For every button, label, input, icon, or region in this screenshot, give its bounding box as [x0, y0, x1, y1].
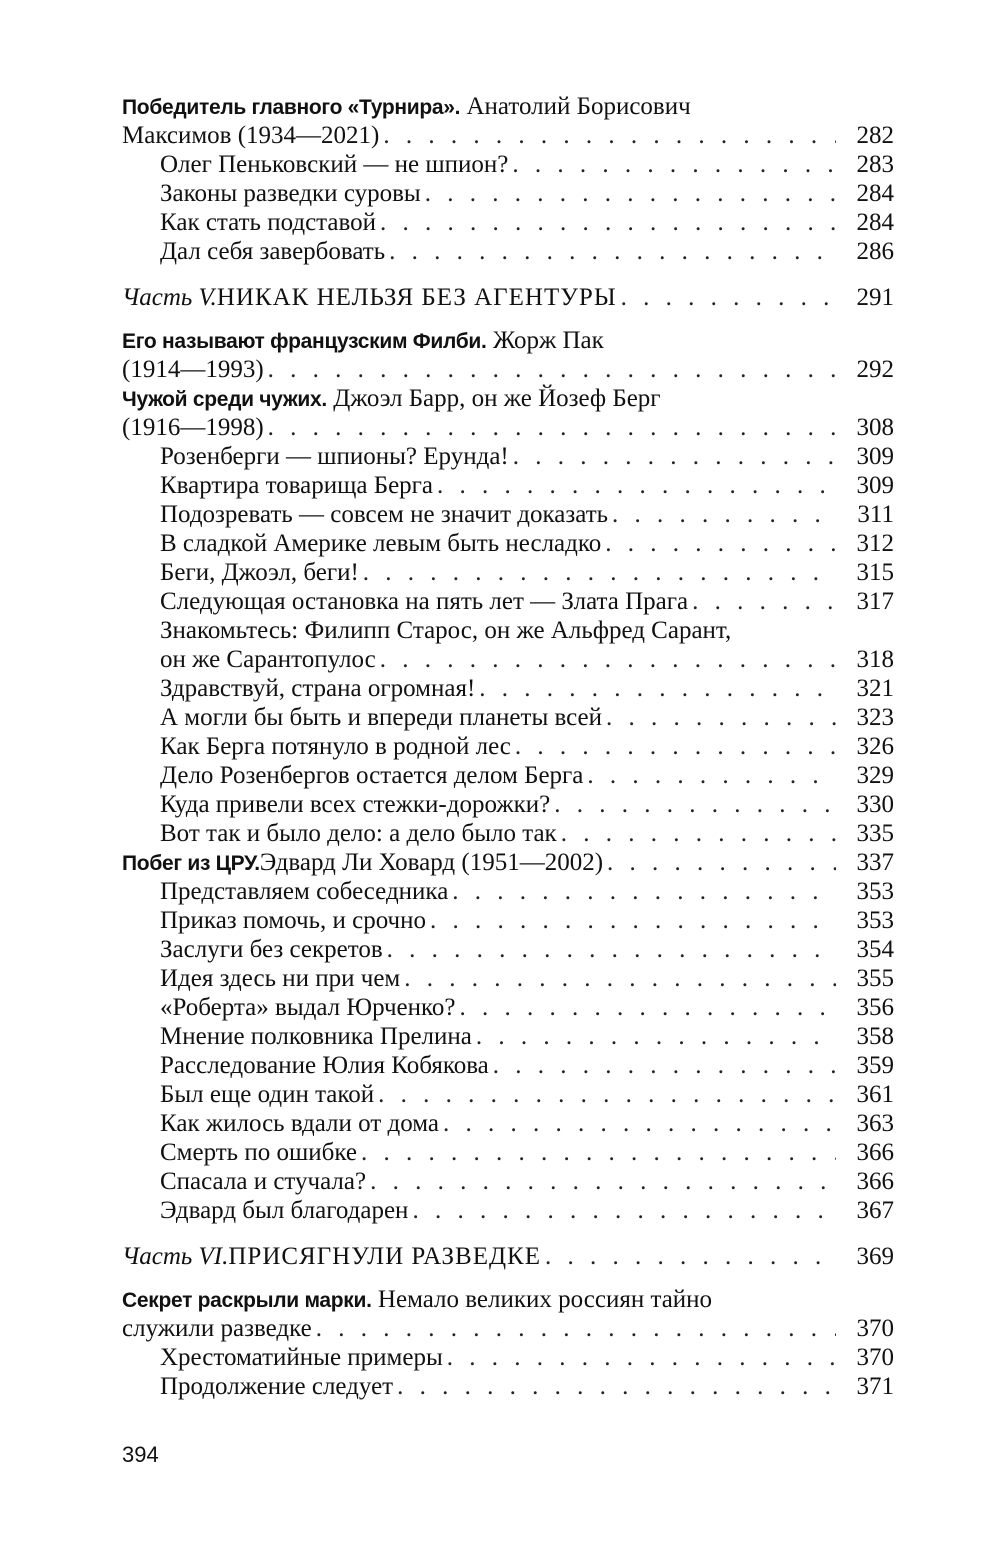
toc-entry-heading: [122, 1285, 894, 1314]
subentry-title: Хрестоматийные примеры: [160, 1344, 443, 1371]
subentry-title: «Роберта» выдал Юрченко?: [160, 994, 456, 1021]
toc-entry-stamps: [122, 1285, 894, 1401]
subentry-title: В сладкой Америке левым быть несладко: [160, 530, 602, 557]
toc-subentry[interactable]: [122, 935, 894, 964]
page-ref: 337: [856, 849, 894, 876]
toc-subentry[interactable]: [122, 558, 894, 587]
toc-entry-heading: [122, 92, 894, 121]
dot-leader: [545, 1242, 836, 1271]
entry-author: Джоэл Барр, он же Йозеф Берг: [326, 385, 661, 412]
toc-subentry[interactable]: [122, 208, 894, 237]
subentry-title: Эдвард был благодарен: [160, 1197, 409, 1224]
dot-leader: [380, 208, 836, 237]
entry-title: Чужой среди чужих.: [122, 388, 327, 411]
toc-subentry[interactable]: [122, 1080, 894, 1109]
toc-subentry[interactable]: [122, 1372, 894, 1401]
page-ref: 361: [856, 1081, 894, 1108]
page-ref: 353: [856, 878, 894, 905]
page-ref: 366: [856, 1139, 894, 1166]
entry-author-cont: Максимов (1934—2021): [122, 122, 380, 149]
entry-title: Побег из ЦРУ.: [122, 852, 260, 875]
toc-subentry[interactable]: [122, 906, 894, 935]
page-ref: 355: [856, 965, 894, 992]
dot-leader: [452, 877, 836, 906]
subentry-title: Как Берга потянуло в родной лес: [160, 733, 511, 760]
dot-leader: [268, 413, 836, 442]
page-ref: 366: [856, 1168, 894, 1195]
dot-leader: [378, 1080, 836, 1109]
entry-author-cont: служили разведке: [122, 1315, 312, 1342]
toc-row[interactable]: [122, 121, 894, 150]
subentry-title: Продолжение следует: [160, 1373, 394, 1400]
entry-title: Секрет раскрыли марки.: [122, 1289, 372, 1312]
dot-leader: [412, 1196, 836, 1225]
toc-subentry[interactable]: [122, 1022, 894, 1051]
entry-author: Немало великих россиян тайно: [371, 1286, 713, 1313]
part-title: НИКАК НЕЛЬЗЯ БЕЗ АГЕНТУРЫ: [216, 284, 617, 311]
toc-entry-pak: [122, 326, 894, 384]
dot-leader: [437, 471, 836, 500]
entry-title: Его называют французским Филби.: [122, 330, 487, 353]
subentry-title: Был еще один такой: [160, 1081, 375, 1108]
page-ref: 323: [856, 704, 894, 731]
toc-subentry[interactable]: [122, 761, 894, 790]
page-ref: 317: [856, 588, 894, 615]
toc-subentry[interactable]: [122, 587, 894, 616]
dot-leader: [316, 1314, 836, 1343]
toc-entry-barr: [122, 384, 894, 848]
dot-leader: [476, 1022, 836, 1051]
page-ref: 282: [856, 122, 894, 149]
dot-leader: [561, 819, 836, 848]
toc-entry-heading: [122, 326, 894, 355]
dot-leader: [363, 558, 836, 587]
page-ref: 292: [856, 356, 894, 383]
page-ref: 371: [856, 1373, 894, 1400]
toc-row[interactable]: [122, 1314, 894, 1343]
table-of-contents: [122, 92, 894, 1401]
dot-leader: [554, 790, 836, 819]
page-ref: 370: [856, 1315, 894, 1342]
page-ref: 326: [856, 733, 894, 760]
page-ref: 315: [856, 559, 894, 586]
toc-subentry[interactable]: [122, 819, 894, 848]
page-ref: 367: [856, 1197, 894, 1224]
toc-subentry[interactable]: [122, 500, 894, 529]
page-ref: 335: [856, 820, 894, 847]
toc-subentry-multiline[interactable]: [122, 616, 894, 645]
subentry-title: Куда привели всех стежки-дорожки?: [160, 791, 551, 818]
toc-entry-maksimov: [122, 92, 894, 266]
dot-leader: [430, 906, 836, 935]
toc-subentry[interactable]: [122, 645, 894, 674]
page-ref: 329: [856, 762, 894, 789]
dot-leader: [380, 645, 836, 674]
page-ref: 291: [856, 284, 894, 311]
toc-subentry[interactable]: [122, 1138, 894, 1167]
subentry-title: Олег Пеньковский — не шпион?: [160, 151, 509, 178]
toc-row[interactable]: [122, 355, 894, 384]
toc-subentry[interactable]: [122, 1167, 894, 1196]
page-ref: 312: [856, 530, 894, 557]
subentry-title: Как стать подставой: [160, 209, 377, 236]
dot-leader: [443, 1109, 836, 1138]
page-ref: 309: [856, 443, 894, 470]
toc-subentry[interactable]: [122, 1343, 894, 1372]
page-ref: 369: [856, 1243, 894, 1270]
page-ref: 308: [856, 414, 894, 441]
toc-part-6[interactable]: [122, 1242, 894, 1271]
subentry-title: Здравствуй, страна огромная!: [160, 675, 476, 702]
subentry-title: А могли бы быть и впереди планеты всей: [160, 704, 603, 731]
page-ref: 284: [856, 180, 894, 207]
page-ref: 286: [856, 238, 894, 265]
dot-leader: [425, 179, 836, 208]
entry-author-cont: (1916—1998): [122, 414, 264, 441]
toc-subentry[interactable]: [122, 179, 894, 208]
toc-entry-howard: [122, 848, 894, 1225]
page-ref: 353: [856, 907, 894, 934]
dot-leader: [515, 732, 836, 761]
toc-subentry[interactable]: [122, 877, 894, 906]
toc-subentry[interactable]: [122, 703, 894, 732]
subentry-title: Идея здесь ни при чем: [160, 965, 401, 992]
entry-author: Жорж Пак: [486, 327, 604, 354]
dot-leader: [383, 121, 836, 150]
subentry-title: Спасала и стучала?: [160, 1168, 367, 1195]
toc-subentry[interactable]: [122, 993, 894, 1022]
dot-leader: [587, 761, 836, 790]
part-title: ПРИСЯГНУЛИ РАЗВЕДКЕ: [228, 1243, 541, 1270]
page-ref: 311: [857, 501, 894, 528]
dot-leader: [606, 703, 836, 732]
dot-leader: [612, 500, 836, 529]
dot-leader: [692, 587, 836, 616]
toc-subentry[interactable]: [122, 1109, 894, 1138]
page-ref: 321: [856, 675, 894, 702]
toc-subentry[interactable]: [122, 529, 894, 558]
toc-part-5[interactable]: [122, 283, 894, 312]
dot-leader: [493, 1051, 836, 1080]
subentry-title: Расследование Юлия Кобякова: [160, 1052, 489, 1079]
dot-leader: [459, 993, 836, 1022]
subentry-title: Дело Розенбергов остается делом Берга: [160, 762, 584, 789]
dot-leader: [387, 935, 836, 964]
subentry-title-cont: он же Сарантопулос: [160, 646, 376, 673]
dot-leader: [607, 848, 836, 877]
page-ref: 358: [856, 1023, 894, 1050]
part-label: Часть VI.: [122, 1243, 229, 1270]
subentry-title: Представляем собеседника: [160, 878, 449, 905]
dot-leader: [513, 442, 836, 471]
dot-leader: [621, 283, 836, 312]
subentry-title: Подозревать — совсем не значит доказать: [160, 501, 609, 528]
subentry-title: Квартира товарища Берга: [160, 472, 434, 499]
dot-leader: [268, 355, 836, 384]
subentry-title: Розенберги — шпионы? Ерунда!: [160, 443, 509, 470]
page-ref: 318: [856, 646, 894, 673]
toc-subentry[interactable]: [122, 237, 894, 266]
toc-subentry[interactable]: [122, 674, 894, 703]
entry-author: Эдвард Ли Ховард (1951—2002): [259, 849, 604, 876]
page-ref: 354: [856, 936, 894, 963]
page-number: 394: [122, 1442, 159, 1467]
toc-subentry[interactable]: [122, 471, 894, 500]
toc-subentry[interactable]: [122, 1051, 894, 1080]
page-ref: 284: [856, 209, 894, 236]
entry-author-cont: (1914—1993): [122, 356, 264, 383]
dot-leader: [389, 237, 836, 266]
subentry-title: Знакомьтесь: Филипп Старос, он же Альфред Сарант,: [160, 617, 732, 644]
part-label: Часть V.: [122, 284, 217, 311]
toc-subentry[interactable]: [122, 442, 894, 471]
dot-leader: [397, 1372, 836, 1401]
dot-leader: [479, 674, 836, 703]
subentry-title: Вот так и было дело: а дело было так: [160, 820, 557, 847]
subentry-title: Законы разведки суровы: [160, 180, 421, 207]
page-ref: 356: [856, 994, 894, 1021]
subentry-title: Беги, Джоэл, беги!: [160, 559, 359, 586]
entry-title: Победитель главного «Турнира».: [122, 96, 461, 119]
dot-leader: [605, 529, 836, 558]
entry-author: Анатолий Борисович: [460, 93, 691, 120]
toc-subentry[interactable]: [122, 150, 894, 179]
toc-row[interactable]: [122, 848, 894, 877]
subentry-title: Как жилось вдали от дома: [160, 1110, 439, 1137]
dot-leader: [370, 1167, 836, 1196]
subentry-title: Следующая остановка на пять лет — Злата Прага: [160, 588, 689, 615]
page-ref: 330: [856, 791, 894, 818]
dot-leader: [512, 150, 836, 179]
page-ref: 309: [856, 472, 894, 499]
dot-leader: [361, 1138, 836, 1167]
subentry-title: Мнение полковника Прелина: [160, 1023, 472, 1050]
toc-subentry[interactable]: [122, 1196, 894, 1225]
page-ref: 363: [856, 1110, 894, 1137]
subentry-title: Дал себя завербовать: [160, 238, 386, 265]
subentry-title: Приказ помочь, и срочно: [160, 907, 427, 934]
dot-leader: [404, 964, 836, 993]
toc-subentry[interactable]: [122, 732, 894, 761]
page-ref: 370: [856, 1344, 894, 1371]
page-ref: 283: [856, 151, 894, 178]
toc-row[interactable]: [122, 413, 894, 442]
subentry-title: Смерть по ошибке: [160, 1139, 357, 1166]
dot-leader: [447, 1343, 836, 1372]
subentry-title: Заслуги без секретов: [160, 936, 383, 963]
page-ref: 359: [856, 1052, 894, 1079]
toc-entry-heading: [122, 384, 894, 413]
toc-subentry[interactable]: [122, 964, 894, 993]
toc-subentry[interactable]: [122, 790, 894, 819]
